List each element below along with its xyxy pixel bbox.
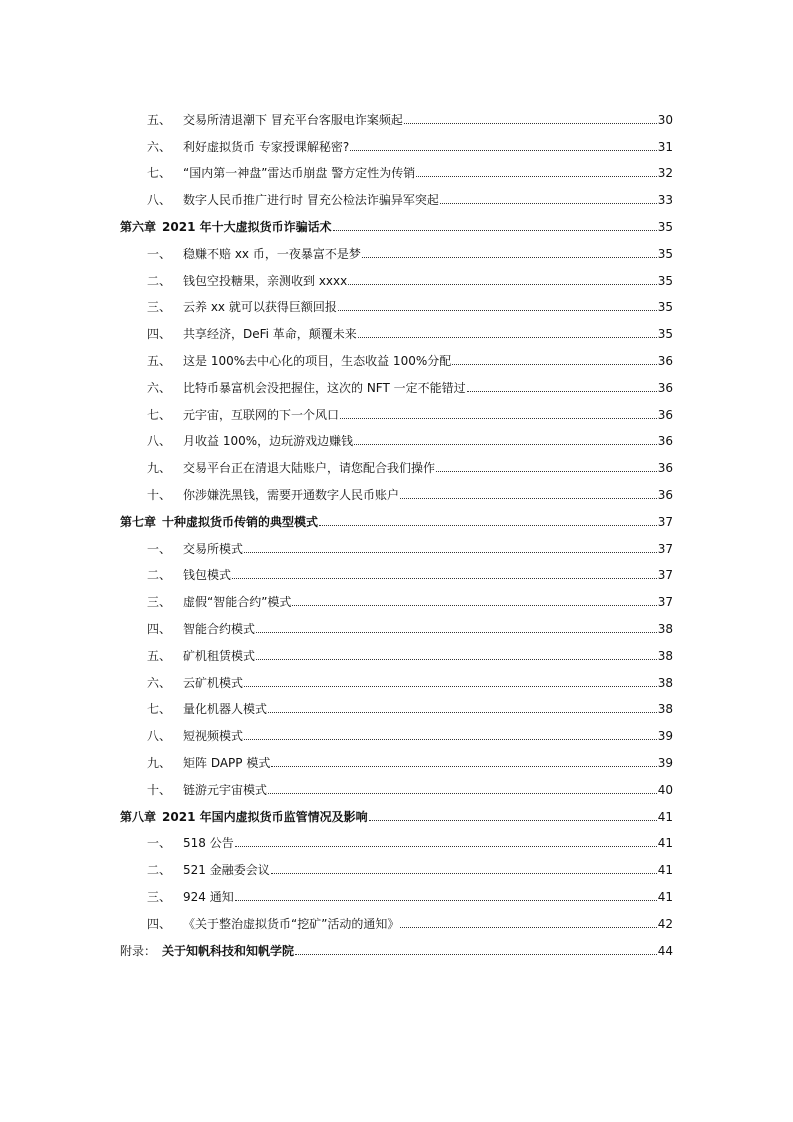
toc-entry-page-number: 39 (657, 729, 673, 744)
toc-entry-number: 二、 (147, 568, 172, 583)
dot-leader (333, 230, 657, 231)
toc-entry-title: 矩阵 DAPP 模式 (183, 755, 271, 770)
toc-appendix-entry[interactable] (120, 931, 673, 958)
dot-leader (295, 954, 657, 955)
toc-entry-page-number: 38 (657, 675, 673, 690)
toc-entry-title: 钱包模式 (183, 568, 232, 583)
toc-entry-page-number: 38 (657, 648, 673, 663)
dot-leader (467, 391, 657, 392)
toc-section-entry[interactable] (120, 636, 673, 663)
toc-section-entry[interactable] (120, 341, 673, 368)
toc-entry-title: 量化机器人模式 (183, 702, 268, 717)
toc-entry-number: 三、 (147, 889, 172, 904)
toc-entry-title: 钱包空投糖果，亲测收到 xxxx (183, 273, 348, 288)
toc-section-entry[interactable] (120, 261, 673, 288)
dot-leader (268, 712, 657, 713)
toc-entry-page-number: 36 (657, 461, 673, 476)
toc-section-entry[interactable] (120, 743, 673, 770)
toc-entry-page-number: 36 (657, 487, 673, 502)
dot-leader (340, 418, 657, 419)
toc-entry-page-number: 35 (657, 327, 673, 342)
toc-entry-page-number: 38 (657, 621, 673, 636)
dot-leader (369, 820, 657, 821)
toc-entry-number: 十、 (147, 487, 172, 502)
toc-entry-title: 数字人民币推广进行时 冒充公检法诈骗异军突起 (183, 193, 439, 208)
toc-section-entry[interactable] (120, 475, 673, 502)
toc-section-entry[interactable] (120, 824, 673, 851)
toc-entry-page-number: 37 (657, 541, 673, 556)
toc-entry-number: 附录： (120, 943, 157, 958)
toc-entry-title: 关于知帆科技和知帆学院 (162, 943, 295, 958)
toc-entry-number: 七、 (147, 407, 172, 422)
toc-entry-page-number: 36 (657, 434, 673, 449)
toc-section-entry[interactable] (120, 690, 673, 717)
dot-leader (404, 123, 657, 124)
toc-entry-page-number: 40 (657, 782, 673, 797)
toc-entry-title: 2021 年十大虚拟货币诈骗话术 (162, 219, 332, 234)
dot-leader (244, 739, 657, 740)
toc-entry-title: 十种虚拟货币传销的典型模式 (162, 514, 319, 529)
toc-entry-page-number: 33 (657, 193, 673, 208)
toc-section-entry[interactable] (120, 368, 673, 395)
toc-entry-title: 交易平台正在清退大陆账户，请您配合我们操作 (183, 461, 436, 476)
toc-entry-page-number: 41 (657, 836, 673, 851)
toc-entry-page-number: 32 (657, 166, 673, 181)
dot-leader (235, 900, 657, 901)
toc-entry-number: 第七章 (120, 514, 157, 529)
dot-leader (268, 793, 657, 794)
toc-section-entry[interactable] (120, 234, 673, 261)
dot-leader (235, 846, 657, 847)
toc-entry-number: 四、 (147, 621, 172, 636)
toc-entry-title: 云矿机模式 (183, 675, 244, 690)
toc-section-entry[interactable] (120, 180, 673, 207)
toc-entry-number: 八、 (147, 434, 172, 449)
toc-entry-page-number: 41 (657, 809, 673, 824)
toc-entry-page-number: 36 (657, 353, 673, 368)
toc-entry-number: 三、 (147, 595, 172, 610)
toc-chapter-entry[interactable] (120, 797, 673, 824)
dot-leader (244, 686, 657, 687)
toc-entry-title: “国内第一神盘”雷达币崩盘 警方定性为传销 (183, 166, 416, 181)
toc-section-entry[interactable] (120, 395, 673, 422)
toc-entry-number: 第八章 (120, 809, 157, 824)
toc-entry-title: 这是 100%去中心化的项目，生态收益 100%分配 (183, 353, 452, 368)
dot-leader (292, 605, 656, 606)
toc-section-entry[interactable] (120, 663, 673, 690)
toc-section-entry[interactable] (120, 314, 673, 341)
toc-entry-title: 链游元宇宙模式 (183, 782, 268, 797)
toc-section-entry[interactable] (120, 127, 673, 154)
toc-entry-title: 521 金融委会议 (183, 863, 270, 878)
toc-entry-title: 云养 xx 就可以获得巨额回报 (183, 300, 337, 315)
toc-entry-title: 短视频模式 (183, 729, 244, 744)
toc-entry-number: 一、 (147, 541, 172, 556)
toc-entry-page-number: 38 (657, 702, 673, 717)
dot-leader (232, 578, 657, 579)
toc-entry-page-number: 35 (657, 300, 673, 315)
toc-section-entry[interactable] (120, 716, 673, 743)
dot-leader (358, 337, 657, 338)
toc-entry-number: 六、 (147, 675, 172, 690)
toc-entry-number: 四、 (147, 916, 172, 931)
toc-entry-page-number: 41 (657, 863, 673, 878)
toc-section-entry[interactable] (120, 582, 673, 609)
toc-entry-page-number: 30 (657, 112, 673, 127)
toc-section-entry[interactable] (120, 877, 673, 904)
toc-entry-number: 七、 (147, 702, 172, 717)
toc-entry-number: 一、 (147, 836, 172, 851)
toc-entry-number: 五、 (147, 648, 172, 663)
dot-leader (452, 364, 656, 365)
dot-leader (271, 873, 657, 874)
dot-leader (416, 176, 656, 177)
toc-entry-title: 元宇宙，互联网的下一个风口 (183, 407, 340, 422)
toc-entry-number: 二、 (147, 273, 172, 288)
toc-entry-number: 六、 (147, 380, 172, 395)
toc-entry-page-number: 37 (657, 568, 673, 583)
toc-entry-title: 稳赚不赔 xx 币，一夜暴富不是梦 (183, 246, 361, 261)
toc-entry-title: 交易所模式 (183, 541, 244, 556)
toc-entry-title: 你涉嫌洗黑钱，需要开通数字人民币账户 (183, 487, 400, 502)
toc-entry-title: 比特币暴富机会没把握住，这次的 NFT 一定不能错过 (183, 380, 466, 395)
dot-leader (350, 150, 657, 151)
toc-entry-page-number: 41 (657, 889, 673, 904)
toc-entry-title: 518 公告 (183, 836, 234, 851)
toc-section-entry[interactable] (120, 154, 673, 181)
toc-entry-number: 五、 (147, 353, 172, 368)
toc-entry-number: 四、 (147, 327, 172, 342)
dot-leader (319, 525, 657, 526)
toc-entry-number: 七、 (147, 166, 172, 181)
dot-leader (348, 284, 656, 285)
toc-entry-number: 一、 (147, 246, 172, 261)
dot-leader (244, 552, 657, 553)
toc-entry-page-number: 35 (657, 246, 673, 261)
dot-leader (400, 498, 657, 499)
toc-entry-number: 三、 (147, 300, 172, 315)
toc-entry-title: 924 通知 (183, 889, 234, 904)
toc-chapter-entry[interactable] (120, 502, 673, 529)
toc-chapter-entry[interactable] (120, 207, 673, 234)
toc-entry-title: 月收益 100%，边玩游戏边赚钱 (183, 434, 354, 449)
toc-entry-title: 《关于整治虚拟货币“挖矿”活动的通知》 (183, 916, 400, 931)
toc-section-entry[interactable] (120, 100, 673, 127)
toc-entry-page-number: 36 (657, 407, 673, 422)
dot-leader (338, 310, 657, 311)
toc-section-entry[interactable] (120, 448, 673, 475)
dot-leader (400, 927, 656, 928)
toc-entry-number: 八、 (147, 193, 172, 208)
toc-entry-number: 十、 (147, 782, 172, 797)
dot-leader (362, 257, 657, 258)
toc-entry-page-number: 36 (657, 380, 673, 395)
toc-entry-page-number: 31 (657, 139, 673, 154)
dot-leader (256, 659, 657, 660)
toc-entry-page-number: 35 (657, 273, 673, 288)
toc-entry-title: 交易所清退潮下 冒充平台客服电诈案频起 (183, 112, 403, 127)
toc-section-entry[interactable] (120, 904, 673, 931)
dot-leader (354, 444, 657, 445)
toc-entry-page-number: 39 (657, 755, 673, 770)
toc-entry-number: 二、 (147, 863, 172, 878)
toc-entry-page-number: 37 (657, 514, 673, 529)
toc-entry-number: 五、 (147, 112, 172, 127)
toc-section-entry[interactable] (120, 850, 673, 877)
dot-leader (271, 766, 656, 767)
toc-section-entry[interactable] (120, 770, 673, 797)
toc-entry-title: 矿机租赁模式 (183, 648, 256, 663)
toc-entry-page-number: 35 (657, 219, 673, 234)
toc-entry-number: 九、 (147, 755, 172, 770)
toc-entry-title: 虚假“智能合约”模式 (183, 595, 292, 610)
toc-section-entry[interactable] (120, 609, 673, 636)
toc-entry-page-number: 37 (657, 595, 673, 610)
toc-entry-number: 九、 (147, 461, 172, 476)
table-of-contents (120, 100, 673, 958)
toc-entry-page-number: 44 (657, 943, 673, 958)
toc-entry-title: 智能合约模式 (183, 621, 256, 636)
toc-entry-title: 2021 年国内虚拟货币监管情况及影响 (162, 809, 368, 824)
dot-leader (440, 203, 657, 204)
toc-section-entry[interactable] (120, 288, 673, 315)
toc-entry-number: 六、 (147, 139, 172, 154)
toc-section-entry[interactable] (120, 556, 673, 583)
toc-entry-number: 第六章 (120, 219, 157, 234)
toc-entry-title: 共享经济，DeFi 革命，颠覆未来 (183, 327, 357, 342)
toc-section-entry[interactable] (120, 422, 673, 449)
toc-section-entry[interactable] (120, 529, 673, 556)
toc-entry-page-number: 42 (657, 916, 673, 931)
dot-leader (256, 632, 657, 633)
dot-leader (436, 471, 657, 472)
toc-entry-number: 八、 (147, 729, 172, 744)
toc-entry-title: 利好虚拟货币 专家授课解秘密? (183, 139, 350, 154)
